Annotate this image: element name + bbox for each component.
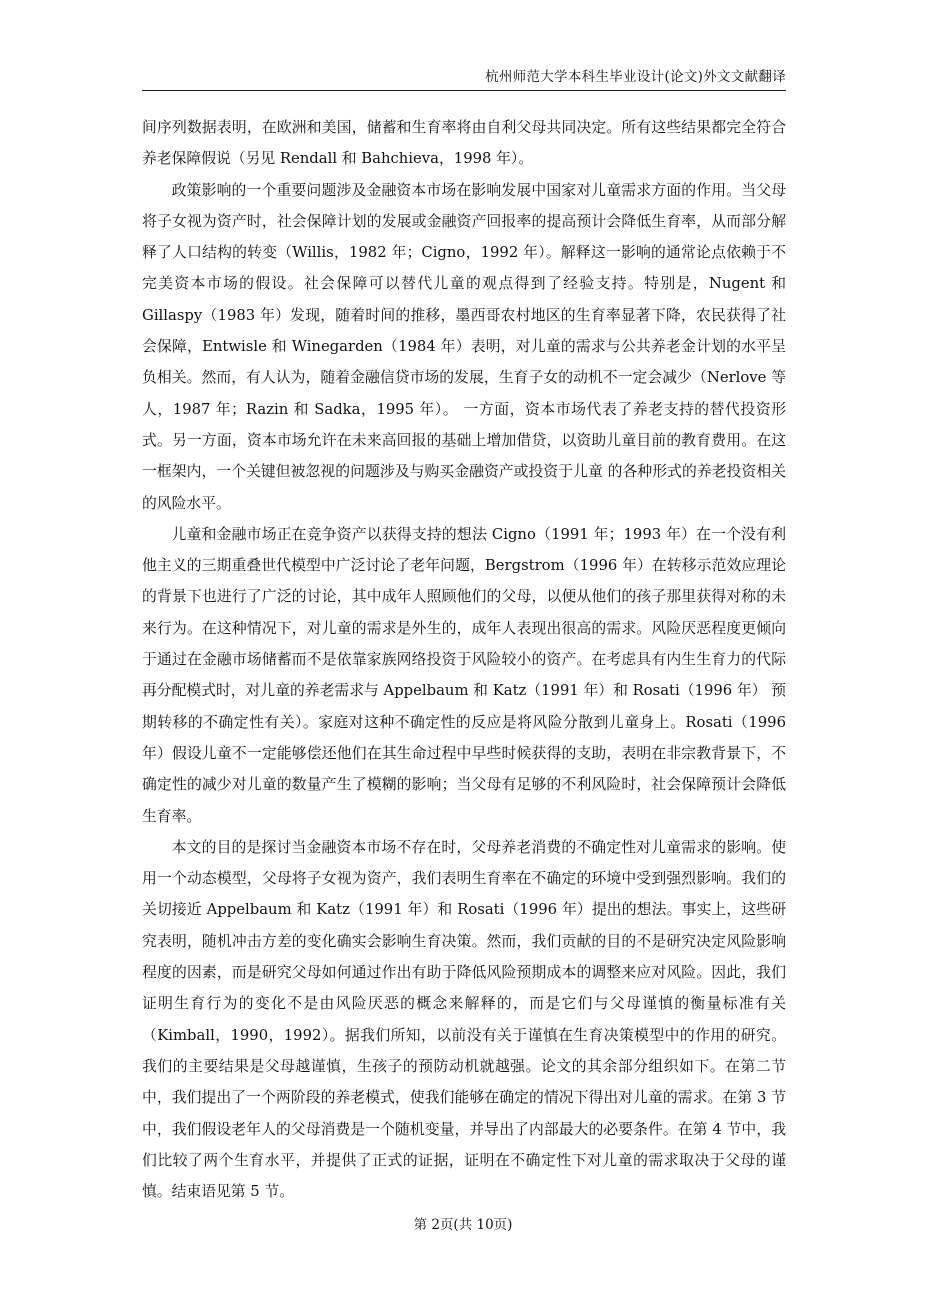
header-title: 杭州师范大学本科生毕业设计(论文)外文文献翻译 bbox=[485, 69, 786, 85]
paragraph: 政策影响的一个重要问题涉及金融资本市场在影响发展中国家对儿童需求方面的作用。当父母将子女视为资产时，社会保障计划的发展或金融资产回报率的提高预计会降低生育率，从而部分解释了人口结构的转变（Willis，1982 年；Cigno，1992 年）。解释这一影响的通常论点依赖于不完美资本市场的假设。社会保障可以替代儿童的观点得到了经验支持。特别是，Nugent 和 Gillaspy（1983 年）发现，随着时间的推移，墨西哥农村地区的生育率显著下降，农民获得了社会保障，Entwisle 和 Winegarden（1984 年）表明，对儿童的需求与公共养老金计划的水平呈负相关。然而，有人认为，随着金融信贷市场的发展，生育子女的动机不一定会减少（Nerlove 等人，1987 年；Razin 和 Sadka，1995 年）。 一方面，资本市场代表了养老支持的替代投资形式。另一方面，资本市场允许在未来高回报的基础上增加借贷，以资助儿童目前的教育费用。在这一框架内，一个关键但被忽视的问题涉及与购买金融资产或投资于儿童 的各种形式的养老投资相关的风险水平。 bbox=[142, 181, 786, 512]
paragraph: 儿童和金融市场正在竞争资产以获得支持的想法 Cigno（1991 年；1993 年）在一个没有利他主义的三期重叠世代模型中广泛讨论了老年问题，Bergstrom（1996 年）在转移示范效应理论的背景下也进行了广泛的讨论，其中成年人照顾他们的父母，以便从他们的孩子那里获得对称的未来行为。在这种情况下，对儿童的需求是外生的，成年人表现出很高的需求。风险厌恶程度更倾向于通过在金融市场储蓄而不是依靠家族网络投资于风险较小的资产。在考虑具有内生生育力的代际再分配模式时，对儿童的养老需求与 Appelbaum 和 Katz（1991 年）和 Rosati（1996 年） 预期转移的不确定性有关）。家庭对这种不确定性的反应是将风险分散到儿童身上。Rosati（1996 年）假设儿童不一定能够偿还他们在其生命过程中早些时候获得的支助，表明在非宗教背景下，不确定性的减少对儿童的数量产生了模糊的影响；当父母有足够的不利风险时，社会保障预计会降低生育率。 bbox=[142, 525, 786, 825]
paragraph-continued: 间序列数据表明，在欧洲和美国，储蓄和生育率将由自利父母共同决定。所有这些结果都完全符合养老保障假说（另见 Rendall 和 Bahchieva，1998 年）。 bbox=[142, 119, 786, 168]
page-header bbox=[142, 64, 786, 91]
paragraph: 本文的目的是探讨当金融资本市场不存在时，父母养老消费的不确定性对儿童需求的影响。使用一个动态模型，父母将子女视为资产，我们表明生育率在不确定的环境中受到强烈影响。我们的关切接近 Appelbaum 和 Katz（1991 年）和 Rosati（1996 年）提出的想法。事实上，这些研究表明，随机冲击方差的变化确实会影响生育决策。然而，我们贡献的目的不是研究决定风险影响程度的因素，而是研究父母如何通过作出有助于降低风险预期成本的调整来应对风险。因此，我们证明生育行为的变化不是由风险厌恶的概念来解释的，而是它们与父母谨慎的衡量标准有关（Kimball，1990，1992）。据我们所知，以前没有关于谨慎在生育决策模型中的作用的研究。 我们的主要结果是父母越谨慎，生孩子的预防动机就越强。论文的其余部分组织如下。在第二节中，我们提出了一个两阶段的养老模式，使我们能够在确定的情况下得出对儿童的需求。在第 3 节中，我们假设老年人的父母消费是一个随机变量，并导出了内部最大的必要条件。在第 4 节中，我们比较了两个生育水平，并提供了正式的证据，证明在不确定性下对儿童的需求取决于父母的谨慎。结束语见第 5 节。 bbox=[142, 838, 786, 1201]
page-number: 第 2页(共 10页) bbox=[413, 1217, 513, 1233]
document-body bbox=[142, 112, 786, 1207]
